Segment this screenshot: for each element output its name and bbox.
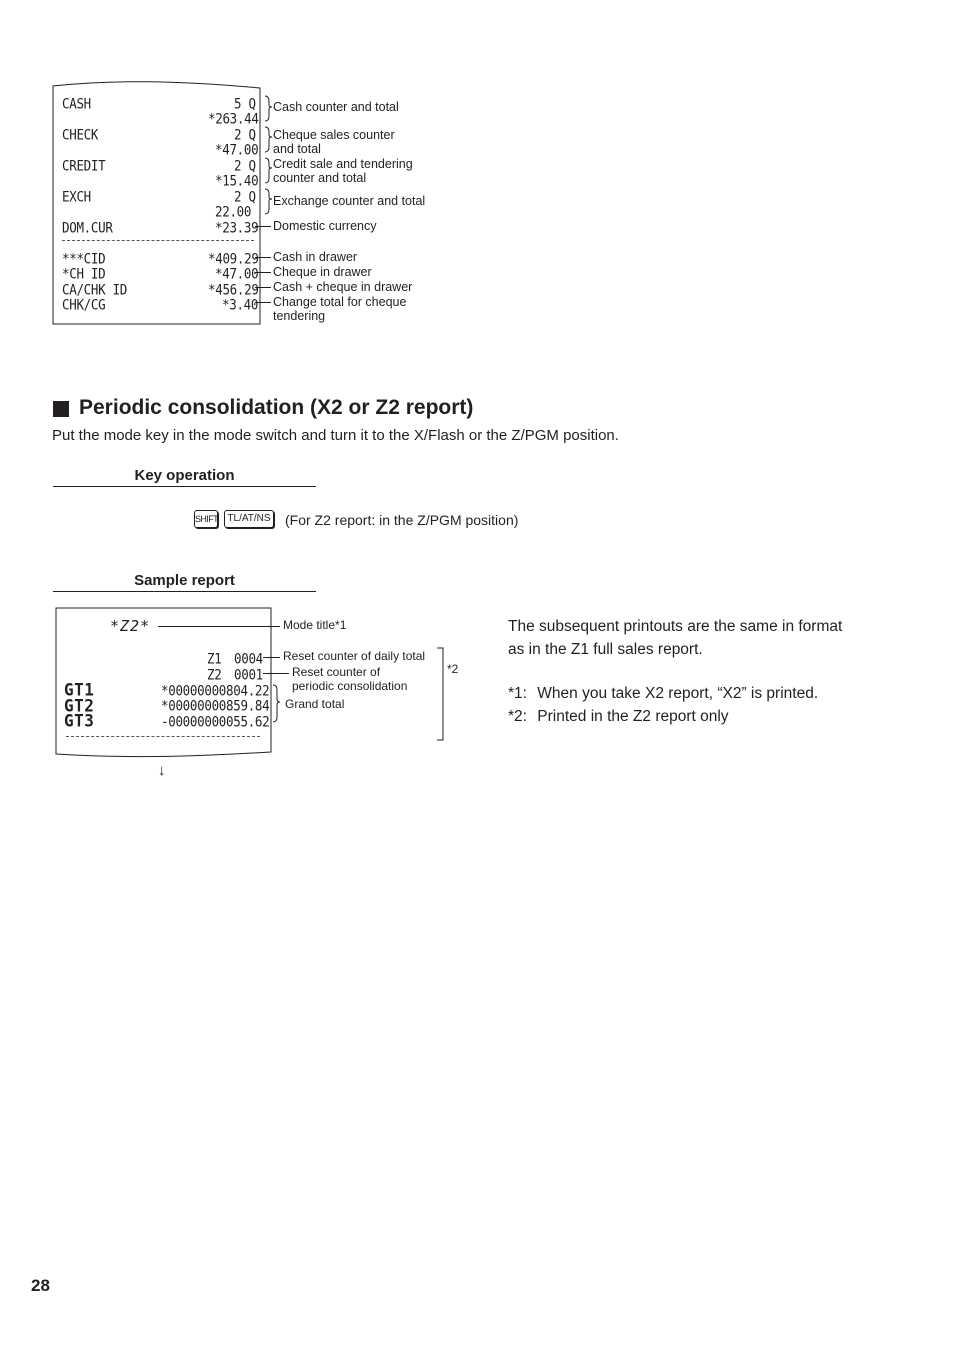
leader-cid — [255, 257, 271, 258]
shift-key: SHIFT — [194, 510, 218, 528]
annotation-exchange: Exchange counter and total — [273, 194, 426, 208]
gt2-label: GT2 — [64, 695, 95, 716]
section-title: Periodic consolidation (X2 or Z2 report) — [79, 396, 474, 419]
annotation-cash: Cash counter and total — [273, 100, 399, 114]
annotation-credit-2: counter and total — [273, 171, 367, 185]
gt1-value: *00000000804.22 — [161, 682, 270, 699]
receipt-chid-label: *CH ID — [62, 265, 106, 282]
annotation-mode-title: Mode title*1 — [283, 618, 347, 632]
receipt-credit-count: 2 Q — [234, 157, 256, 174]
annotation-note2: *2 — [447, 662, 459, 676]
receipt-cash-label: CASH — [62, 95, 91, 112]
receipt-check-total: *47.00 — [215, 141, 259, 158]
receipt-credit-label: CREDIT — [62, 157, 106, 174]
note-1 — [508, 682, 842, 705]
annotation-chid: Cheque in drawer — [273, 265, 372, 279]
leader-chid — [255, 272, 271, 273]
z1-value: 0004 — [234, 650, 263, 667]
annotation-grand-total: Grand total — [285, 697, 345, 711]
annotation-chkcg-2: tendering — [273, 309, 326, 323]
receipt-cachk-label: CA/CHK ID — [62, 281, 128, 298]
sample-report-heading: Sample report — [134, 572, 235, 589]
annotation-credit-1: Credit sale and tendering — [273, 157, 413, 171]
note-2-text: Printed in the Z2 report only — [537, 708, 729, 725]
leader-chkcg — [255, 302, 271, 303]
receipt-chkcg-label: CHK/CG — [62, 296, 106, 313]
receipt-chid-value: *47.00 — [215, 265, 259, 282]
receipt-check-count: 2 Q — [234, 126, 256, 143]
notes-line-2: as in the Z1 full sales report. — [508, 641, 703, 658]
annotation-cheque-1: Cheque sales counter — [273, 128, 395, 142]
receipt-z2-divider — [66, 736, 260, 737]
receipt-cash-total: *263.44 — [208, 110, 259, 127]
tl-at-ns-key: TL/AT/NS — [224, 510, 274, 528]
gt3-value: -00000000055.62 — [161, 713, 270, 730]
annotation-cachk: Cash + cheque in drawer — [273, 280, 413, 294]
receipt-exch-total: 22.00 — [215, 203, 252, 220]
key-operation-rule — [53, 486, 316, 487]
annotation-reset-periodic-2: periodic consolidation — [292, 679, 408, 693]
annotation-reset-periodic-1: Reset counter of — [292, 665, 381, 679]
gt2-value: *00000000859.84 — [161, 697, 270, 714]
notes-block — [508, 615, 842, 728]
annotation-reset-daily: Reset counter of daily total — [283, 649, 426, 663]
receipt-domcur-value: *23.39 — [215, 219, 259, 236]
page-number: 28 — [31, 1276, 50, 1295]
receipt-cid-label: ***CID — [62, 250, 106, 267]
leader-reset-periodic — [263, 673, 289, 674]
annotation-chkcg-1: Change total for cheque — [273, 295, 407, 309]
annotation-cid: Cash in drawer — [273, 250, 358, 264]
leader-mode-title — [158, 626, 280, 627]
note-2 — [508, 705, 842, 728]
leader-cachk — [255, 287, 271, 288]
note-1-text: When you take X2 report, “X2” is printed. — [537, 685, 819, 702]
section-intro: Put the mode key in the mode switch and turn it to the X/Flash or the Z/PGM position. — [52, 427, 619, 444]
mode-title: *Z2* — [110, 617, 151, 635]
receipt-cachk-value: *456.29 — [208, 281, 259, 298]
key-operation-heading: Key operation — [134, 467, 235, 484]
key-operation-note: (For Z2 report: in the Z/PGM position) — [285, 512, 519, 528]
receipt-exch-label: EXCH — [62, 188, 91, 205]
receipt-cid-value: *409.29 — [208, 250, 259, 267]
notes-line-1: The subsequent printouts are the same in format — [508, 618, 843, 635]
annotation-cheque-2: and total — [273, 142, 321, 156]
gt1-label: GT1 — [64, 679, 95, 700]
leader-reset-daily — [263, 657, 280, 658]
receipt-credit-total: *15.40 — [215, 172, 259, 189]
z2-value: 0001 — [234, 666, 263, 683]
gt3-label: GT3 — [64, 710, 95, 731]
z1-label: Z1 — [207, 650, 222, 667]
receipt-check-label: CHECK — [62, 126, 99, 143]
receipt-domcur-label: DOM.CUR — [62, 219, 113, 236]
sample-report-rule — [53, 591, 316, 592]
receipt-chkcg-value: *3.40 — [222, 296, 259, 313]
receipt-divider — [62, 240, 254, 241]
leader-domestic — [255, 226, 271, 227]
section-bullet-icon — [53, 401, 69, 417]
note-1-mark: *1: — [508, 685, 527, 702]
annotation-domestic: Domestic currency — [273, 219, 377, 233]
continue-arrow-icon: ↓ — [158, 762, 166, 779]
note-2-mark: *2: — [508, 708, 527, 725]
receipt-exch-count: 2 Q — [234, 188, 256, 205]
receipt-cash-count: 5 Q — [234, 95, 256, 112]
z2-label: Z2 — [207, 666, 222, 683]
grand-total-brace — [270, 684, 282, 724]
